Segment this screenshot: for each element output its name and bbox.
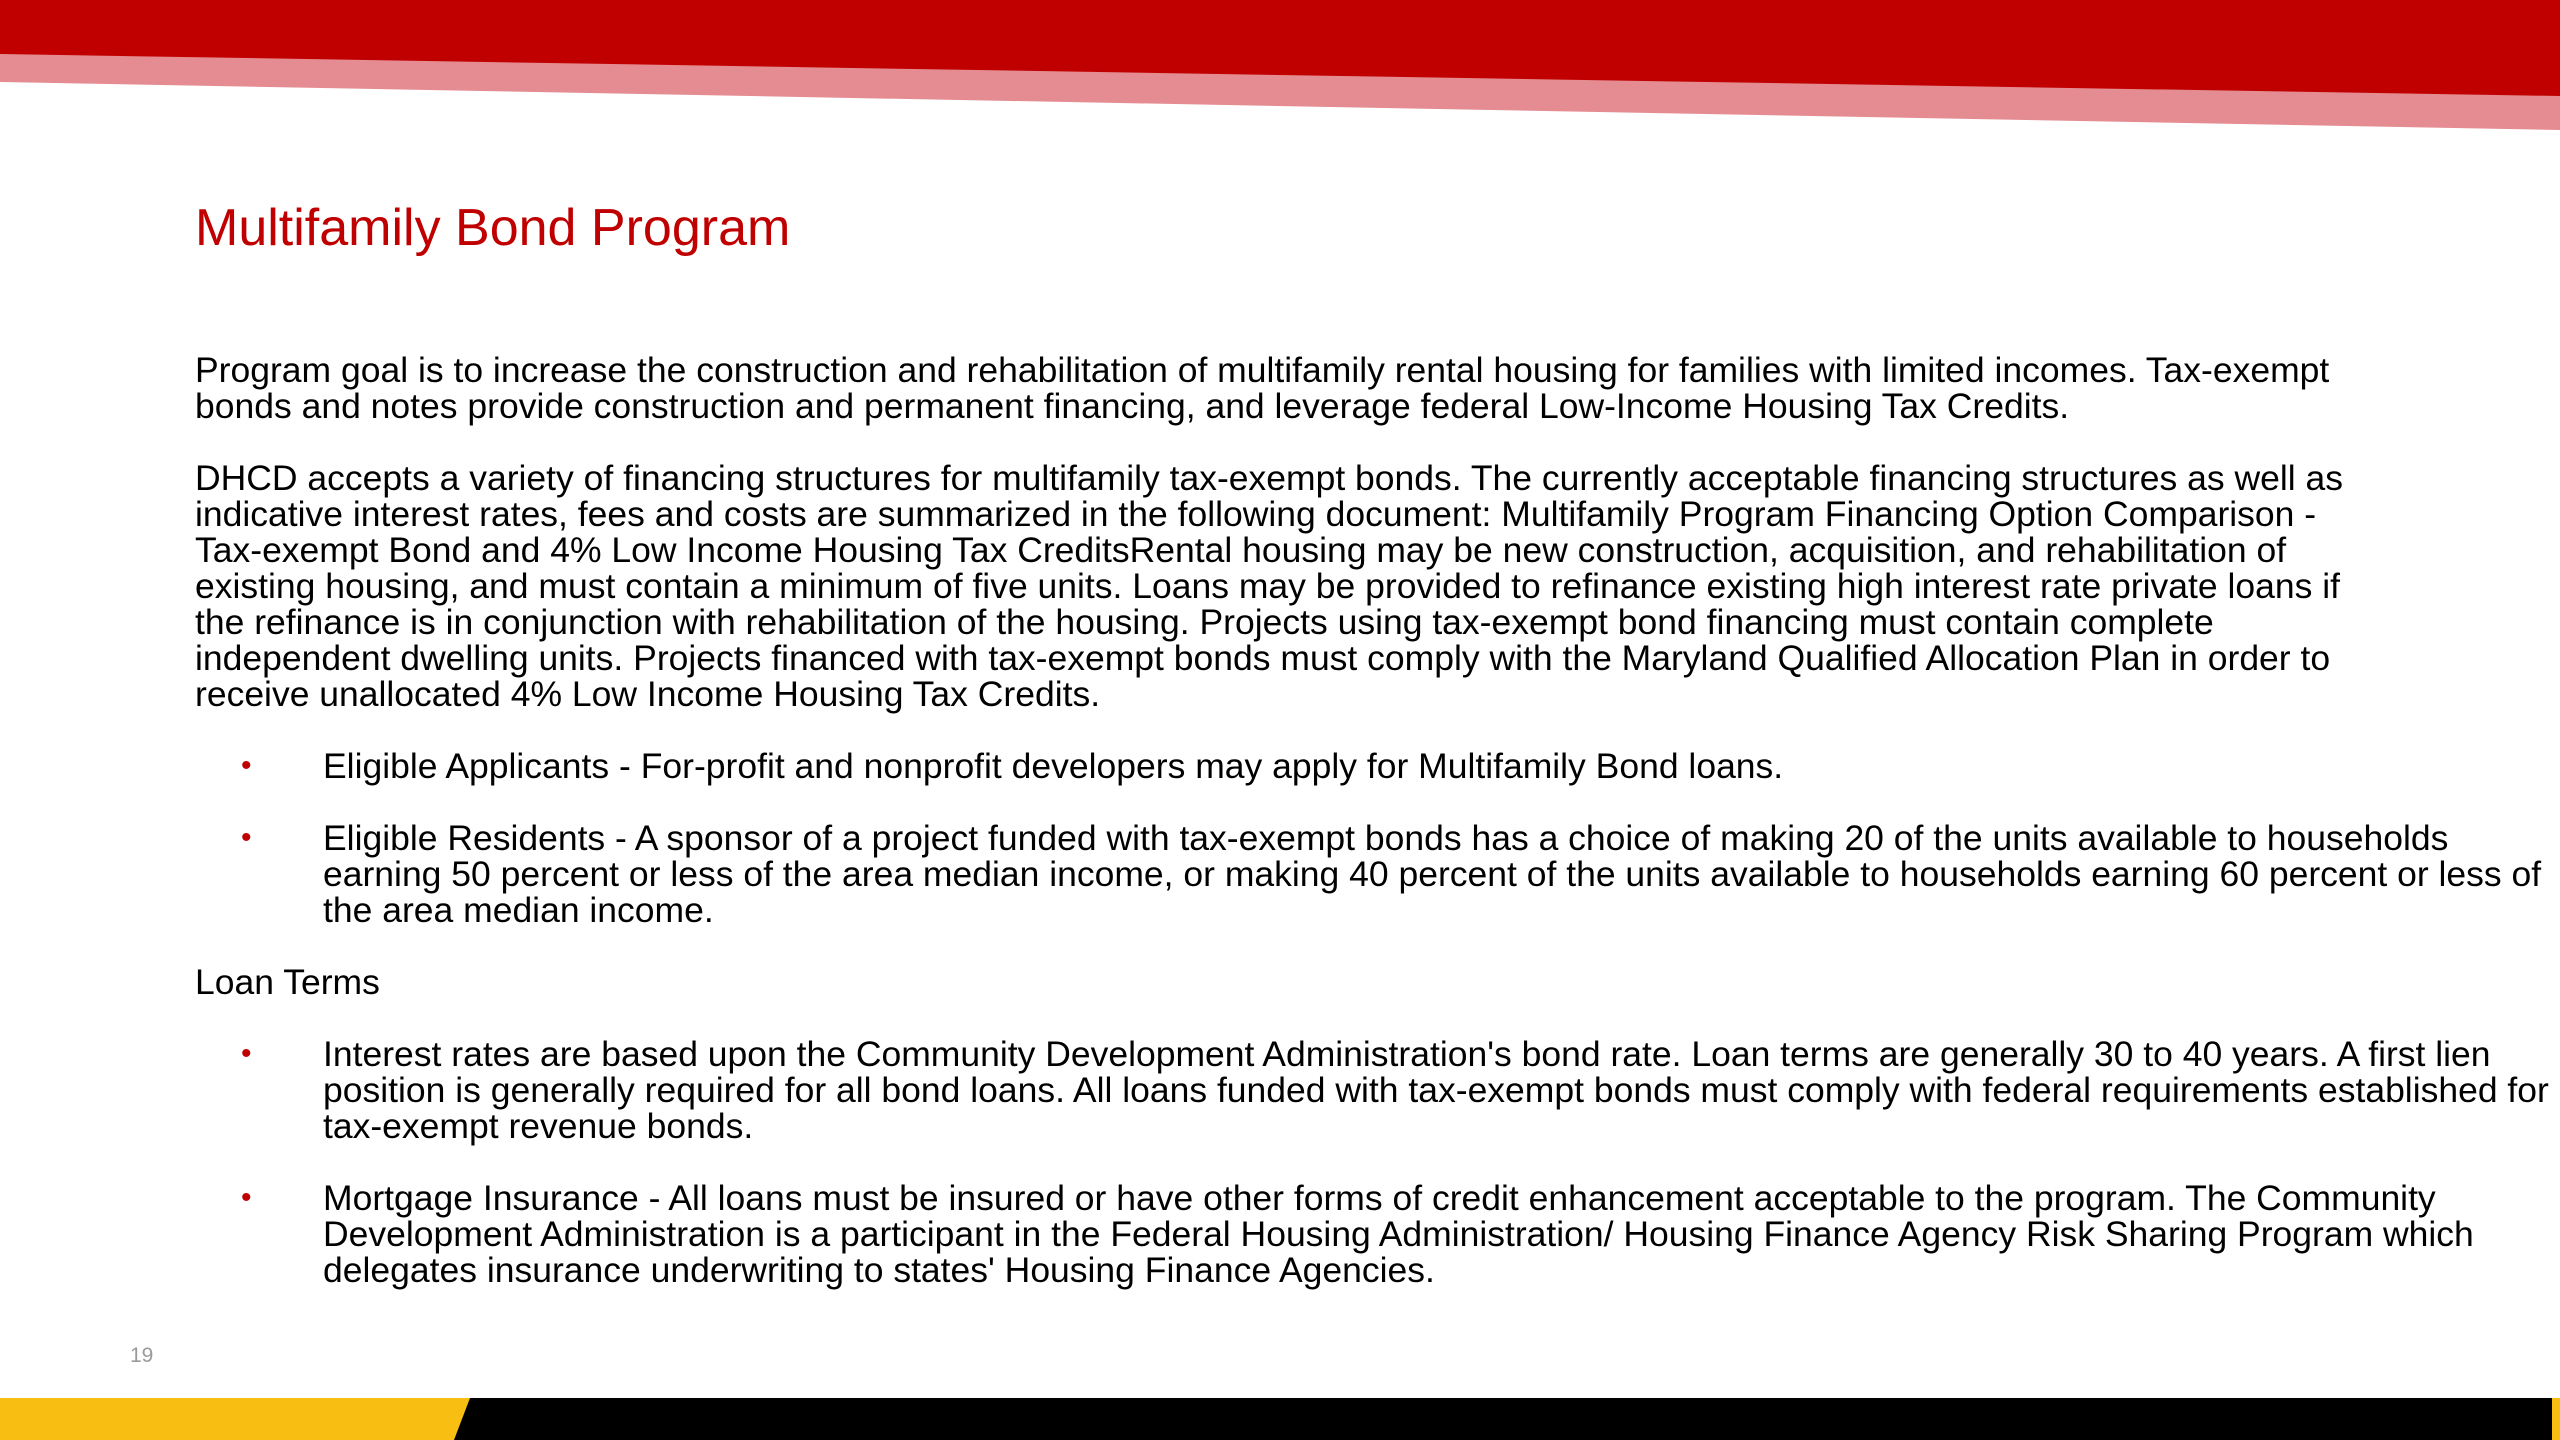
slide-body — [195, 350, 2549, 1324]
eligibility-list — [195, 746, 2542, 930]
loan-terms-heading: Loan Terms — [195, 962, 380, 1002]
loan-terms-list — [195, 1034, 2549, 1290]
interest-rates-text: Interest rates are based upon the Community Development Administration's bond rate. Loan terms are generally 30 to 40 years. A first lien position is generally required for all bond loans. All loans funded with tax-exempt bonds must comply with federal requirements established for tax-exempt revenue bonds. — [323, 1034, 2549, 1146]
list-item — [195, 820, 2553, 928]
eligible-applicants-text: Eligible Applicants - For-profit and nonprofit developers may apply for Multifamily Bond loans. — [323, 746, 1784, 786]
footer-black-stripe — [454, 1398, 2552, 1440]
bullet-icon: • — [241, 1181, 252, 1214]
header-decorative-band — [0, 0, 2560, 140]
list-item — [195, 1180, 2553, 1288]
footer-decorative-band — [0, 1398, 2560, 1440]
program-goal-paragraph: Program goal is to increase the construction and rehabilitation of multifamily rental housing for families with limited incomes. Tax-exempt bonds and notes provide construction and permanent financing, and leverage federal Low-Income Housing Tax Credits. — [195, 350, 2330, 426]
eligible-residents-text: Eligible Residents - A sponsor of a project funded with tax-exempt bonds has a choice of making 20 of the units available to households earning 50 percent or less of the area median income, or making 40 percent of the units available to households earning 60 percent or less of the area median income. — [323, 818, 2542, 930]
page-number: 19 — [130, 1344, 154, 1367]
financing-structures-paragraph: DHCD accepts a variety of financing structures for multifamily tax-exempt bonds. The currently acceptable financing structures as well as indicative interest rates, fees and costs are summarized in the following document: Multifamily Program Financing Option Comparison - Tax-exempt Bond and 4% Low Income Housing Tax CreditsRental housing may be new construction, acquisition, and rehabilitation of existing housing, and must contain a minimum of five units. Loans may be provided to refinance existing high interest rate private loans if the refinance is in conjunction with rehabilitation of the housing. Projects using tax-exempt bond financing must contain complete independent dwelling units. Projects financed with tax-exempt bonds must comply with the Maryland Qualified Allocation Plan in order to receive unallocated 4% Low Income Housing Tax Credits. — [195, 458, 2344, 714]
list-item — [195, 748, 2553, 784]
bullet-icon: • — [241, 749, 252, 782]
list-item — [195, 1036, 2553, 1144]
mortgage-insurance-text: Mortgage Insurance - All loans must be insured or have other forms of credit enhancement acceptable to the program. The Community Development Administration is a participant in the Federal Housing Administration/ Housing Finance Agency Risk Sharing Program which delegates insurance underwriting to states' Housing Finance Agencies. — [323, 1178, 2474, 1290]
bullet-icon: • — [241, 821, 252, 854]
bullet-icon: • — [241, 1037, 252, 1070]
page-title: Multifamily Bond Program — [195, 199, 791, 257]
